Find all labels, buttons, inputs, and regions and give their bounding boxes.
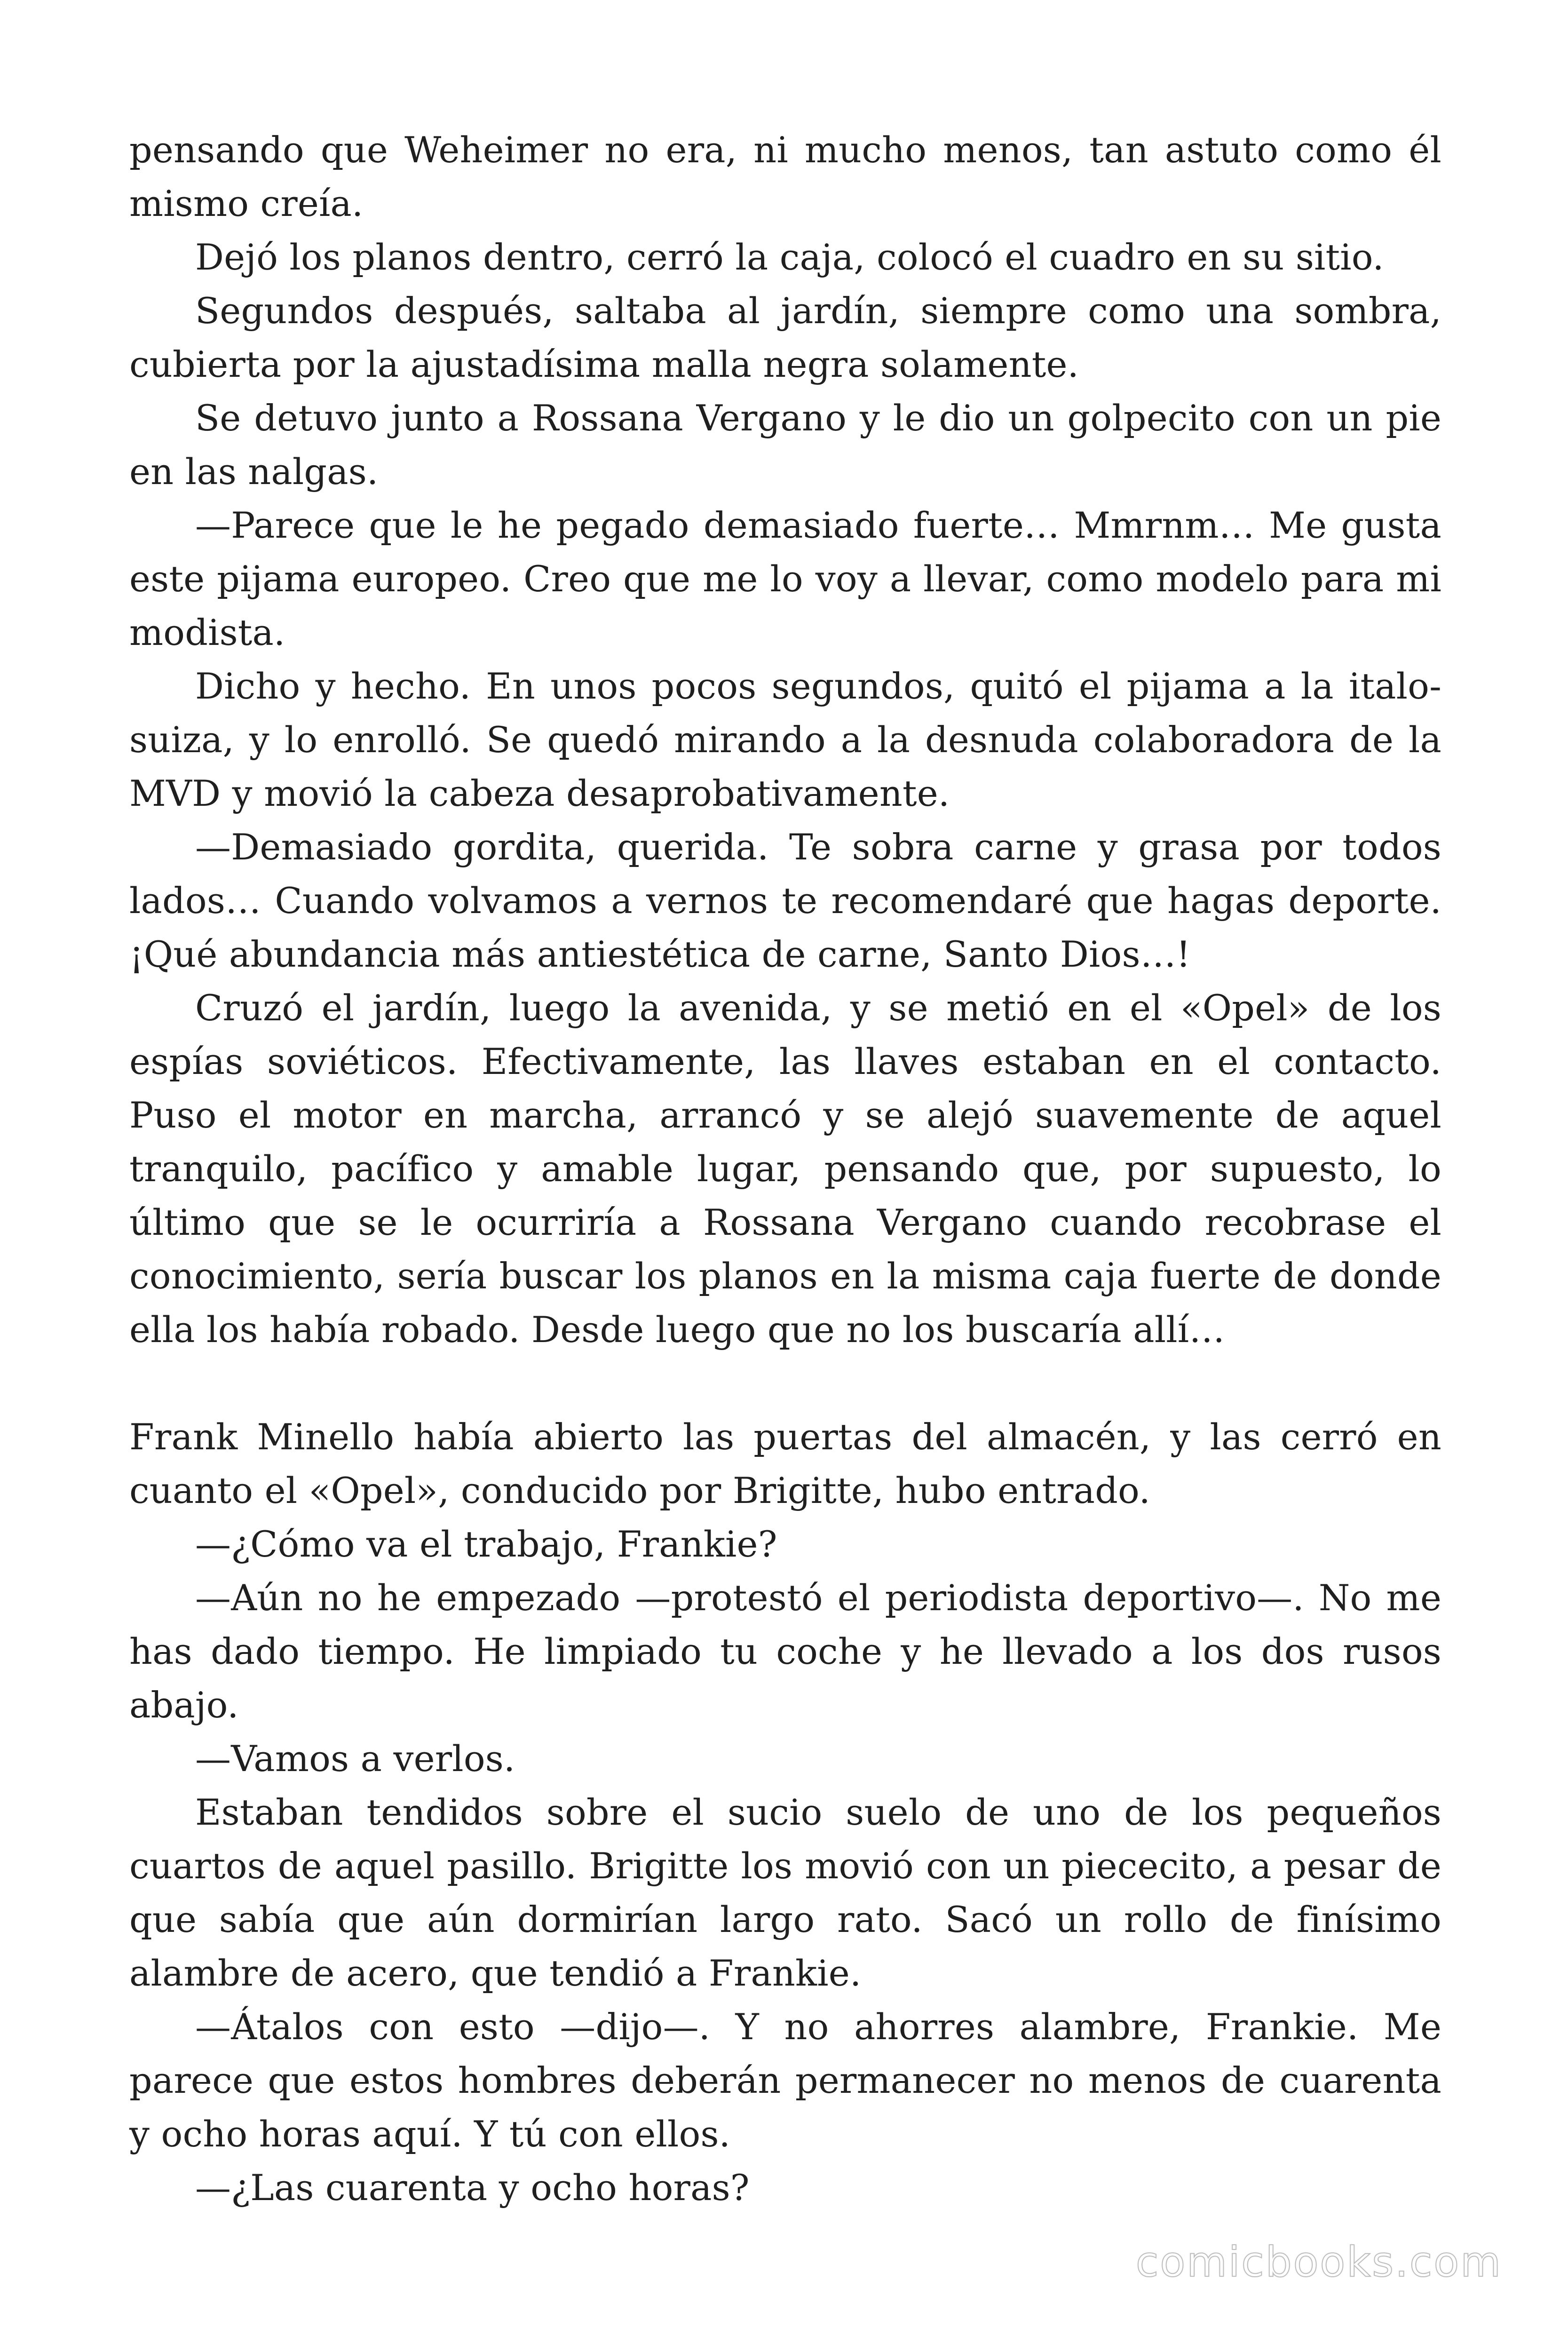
watermark: comicbooks.com: [1135, 2238, 1502, 2286]
paragraph: Se detuvo junto a Rossana Vergano y le dio un golpecito con un pie en las nalgas.: [129, 397, 1441, 493]
paragraph: Cruzó el jardín, luego la avenida, y se metió en el «Opel» de los espías soviéticos. Efectivamente, las llaves estaban en el contacto. Puso el motor en marcha, arrancó y se alejó suavemente de aquel tranquilo, pacífico y amable lugar, pensando que, por supuesto, lo último que se le ocurriría a Rossana Vergano cuando recobrase el conocimiento, sería buscar los planos en la misma caja fuerte de donde ella los había robado. Desde luego que no los buscaría allí…: [129, 987, 1441, 1351]
dialogue-paragraph: —Vamos a verlos.: [195, 1738, 515, 1780]
paragraph: Dejó los planos dentro, cerró la caja, colocó el cuadro en su sitio.: [195, 236, 1384, 278]
paragraph: Frank Minello había abierto las puertas del almacén, y las cerró en cuanto el «Opel», conducido por Brigitte, hubo entrado.: [129, 1416, 1441, 1511]
paragraph: Segundos después, saltaba al jardín, siempre como una sombra, cubierta por la ajustadísima malla negra solamente.: [129, 290, 1441, 385]
dialogue-paragraph: —¿Cómo va el trabajo, Frankie?: [195, 1523, 777, 1565]
dialogue-paragraph: —Demasiado gordita, querida. Te sobra carne y grasa por todos lados… Cuando volvamos a vernos te recomendaré que hagas deporte. ¡Qué abundancia más antiestética de carne, Santo Dios…!: [129, 826, 1441, 975]
dialogue-paragraph: —Átalos con esto —dijo—. Y no ahorres alambre, Frankie. Me parece que estos hombres deberán permanecer no menos de cuarenta y ocho horas aquí. Y tú con ellos.: [129, 2006, 1441, 2155]
dialogue-paragraph: —Parece que le he pegado demasiado fuerte… Mmrnm… Me gusta este pijama europeo. Creo que me lo voy a llevar, como modelo para mi modista.: [129, 504, 1441, 653]
paragraph: Estaban tendidos sobre el sucio suelo de uno de los pequeños cuartos de aquel pasillo. Brigitte los movió con un piececito, a pesar de que sabía que aún dormirían largo rato. Sacó un rollo de finísimo alambre de acero, que tendió a Frankie.: [129, 1791, 1441, 1994]
paragraph: pensando que Weheimer no era, ni mucho menos, tan astuto como él mismo creía.: [129, 129, 1441, 224]
paragraph: Dicho y hecho. En unos pocos segundos, quitó el pijama a la italo-suiza, y lo enrolló. Se quedó mirando a la desnuda colaboradora de la MVD y movió la cabeza desaprobativamente.: [129, 665, 1441, 814]
book-page-text: [129, 123, 1441, 2215]
dialogue-paragraph: —Aún no he empezado —protestó el periodista deportivo—. No me has dado tiempo. He limpiado tu coche y he llevado a los dos rusos abajo.: [129, 1577, 1441, 1726]
section-break: [129, 1357, 1441, 1410]
dialogue-paragraph: —¿Las cuarenta y ocho horas?: [195, 2167, 750, 2209]
